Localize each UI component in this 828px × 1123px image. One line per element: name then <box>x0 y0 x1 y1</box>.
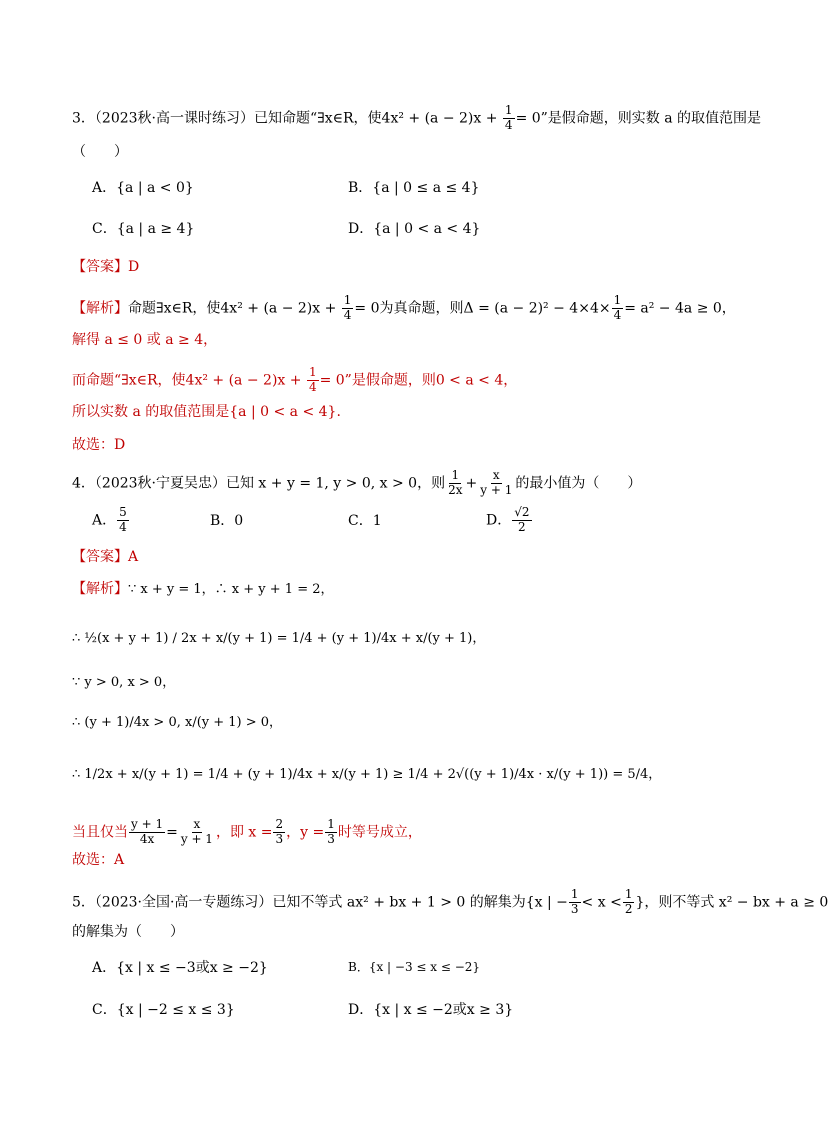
q3-analysis-label: 【解析】 <box>72 300 128 317</box>
q3-analysis-frac-3: $\frac{1}{4}$ <box>308 365 317 394</box>
q4-answer: 【答案】A <box>72 549 139 565</box>
q3-analysis-frac-2: $\frac{1}{4}$ <box>613 293 622 322</box>
q3-analysis-frac-1: $\frac{1}{4}$ <box>343 293 352 322</box>
q4-option-a: A． $\frac{5}{4}$ <box>92 505 127 534</box>
q3-analysis-line-2: 解得 a ≤ 0 或 a ≥ 4， <box>72 332 218 348</box>
q3-option-a: A．{a | a < 0} <box>92 180 194 196</box>
q3-stem <box>72 104 761 133</box>
q4-analysis-line-6: 当且仅当 $\frac{y + 1}{4x}$ = $\frac{x}{y + 1}$ ，即 x = $\frac{2}{3}$ ，y = $\frac{1}{3}$ 时等号成立， <box>72 817 422 846</box>
q5-option-b: B．{x | −3 ≤ x ≤ −2} <box>348 960 481 974</box>
q3-stem-post: = 0”是假命题，则实数 a 的取值范围是 <box>515 110 762 127</box>
q5-option-d: D．{x | x ≤ −2或x ≥ 3} <box>348 1002 514 1018</box>
q3-option-d: D．{a | 0 < a < 4} <box>348 221 481 237</box>
q3-analysis-line-3: 而命题“∃x∈R，使4x² + (a − 2)x + $\frac{1}{4}$ = 0”是假命题，则0 < a < 4， <box>72 365 518 394</box>
q4-analysis-line-5: ∴ 1/2x + x/(y + 1) = 1/4 + (y + 1)/4x + x/(y + 1) ≥ 1/4 + 2√((y + 1)/4x · x/(y + 1)) = 5/4， <box>72 767 662 782</box>
q3-stem-pre: 3．（2023秋·高一课时练习）已知命题“∃x∈R，使4x² + (a − 2)x + <box>72 110 502 127</box>
q3-analysis-1-post: = a² − 4a ≥ 0， <box>624 300 736 317</box>
q3-analysis-1-pre: 命题∃x∈R，使4x² + (a − 2)x + <box>128 300 341 317</box>
q4-analysis-line-2: ∴ ½(x + y + 1) / 2x + x/(y + 1) = 1/4 + (y + 1)/4x + x/(y + 1)， <box>72 631 486 646</box>
q3-stem-fraction: $\frac{1}{4}$ <box>504 103 513 132</box>
q4-analysis-line-1: 【解析】∵ x + y = 1，∴ x + y + 1 = 2， <box>72 581 334 597</box>
q5-stem: 5．（2023·全国·高一专题练习）已知不等式 ax² + bx + 1 > 0 的解集为{x | − $\frac{1}{3}$ < x < $\frac{1}{2}$ }，则不等式 x² − bx + a ≥ 0 <box>72 887 828 916</box>
q3-option-c: C．{a | a ≥ 4} <box>92 221 195 237</box>
q5-option-c: C．{x | −2 ≤ x ≤ 3} <box>92 1002 235 1018</box>
q4-option-d: D． $\frac{√2}{2}$ <box>486 505 530 534</box>
q4-option-b: B．0 <box>210 513 244 529</box>
q3-option-b: B．{a | 0 ≤ a ≤ 4} <box>348 180 480 196</box>
q3-analysis-line-1 <box>72 294 736 323</box>
q4-analysis-line-4: ∴ (y + 1)/4x > 0, x/(y + 1) > 0， <box>72 715 283 730</box>
q4-stem-frac-2: $\frac{x}{y + 1}$ <box>480 468 513 497</box>
q3-paren: （ ） <box>72 144 128 160</box>
q3-choose: 故选：D <box>72 437 126 453</box>
q4-analysis-label: 【解析】 <box>72 581 128 597</box>
q4-stem: 4．（2023秋·宁夏吴忠）已知 x + y = 1, y > 0, x > 0，则 $\frac{1}{2x}$ + $\frac{x}{y + 1}$ 的最小值为（ ） <box>72 468 642 497</box>
q4-stem-frac-1: $\frac{1}{2x}$ <box>448 468 463 497</box>
q5-stem-line-2: 的解集为（ ） <box>72 924 184 940</box>
q4-choose: 故选：A <box>72 852 125 868</box>
q3-answer: 【答案】D <box>72 259 140 275</box>
q3-analysis-line-4: 所以实数 a 的取值范围是{a | 0 < a < 4}. <box>72 404 341 420</box>
q3-analysis-1-mid: = 0为真命题，则Δ = (a − 2)² − 4×4× <box>354 300 611 317</box>
q5-option-a: A．{x | x ≤ −3或x ≥ −2} <box>92 960 268 976</box>
q4-option-c: C．1 <box>348 513 382 529</box>
q4-analysis-line-3: ∵ y > 0, x > 0， <box>72 675 176 690</box>
